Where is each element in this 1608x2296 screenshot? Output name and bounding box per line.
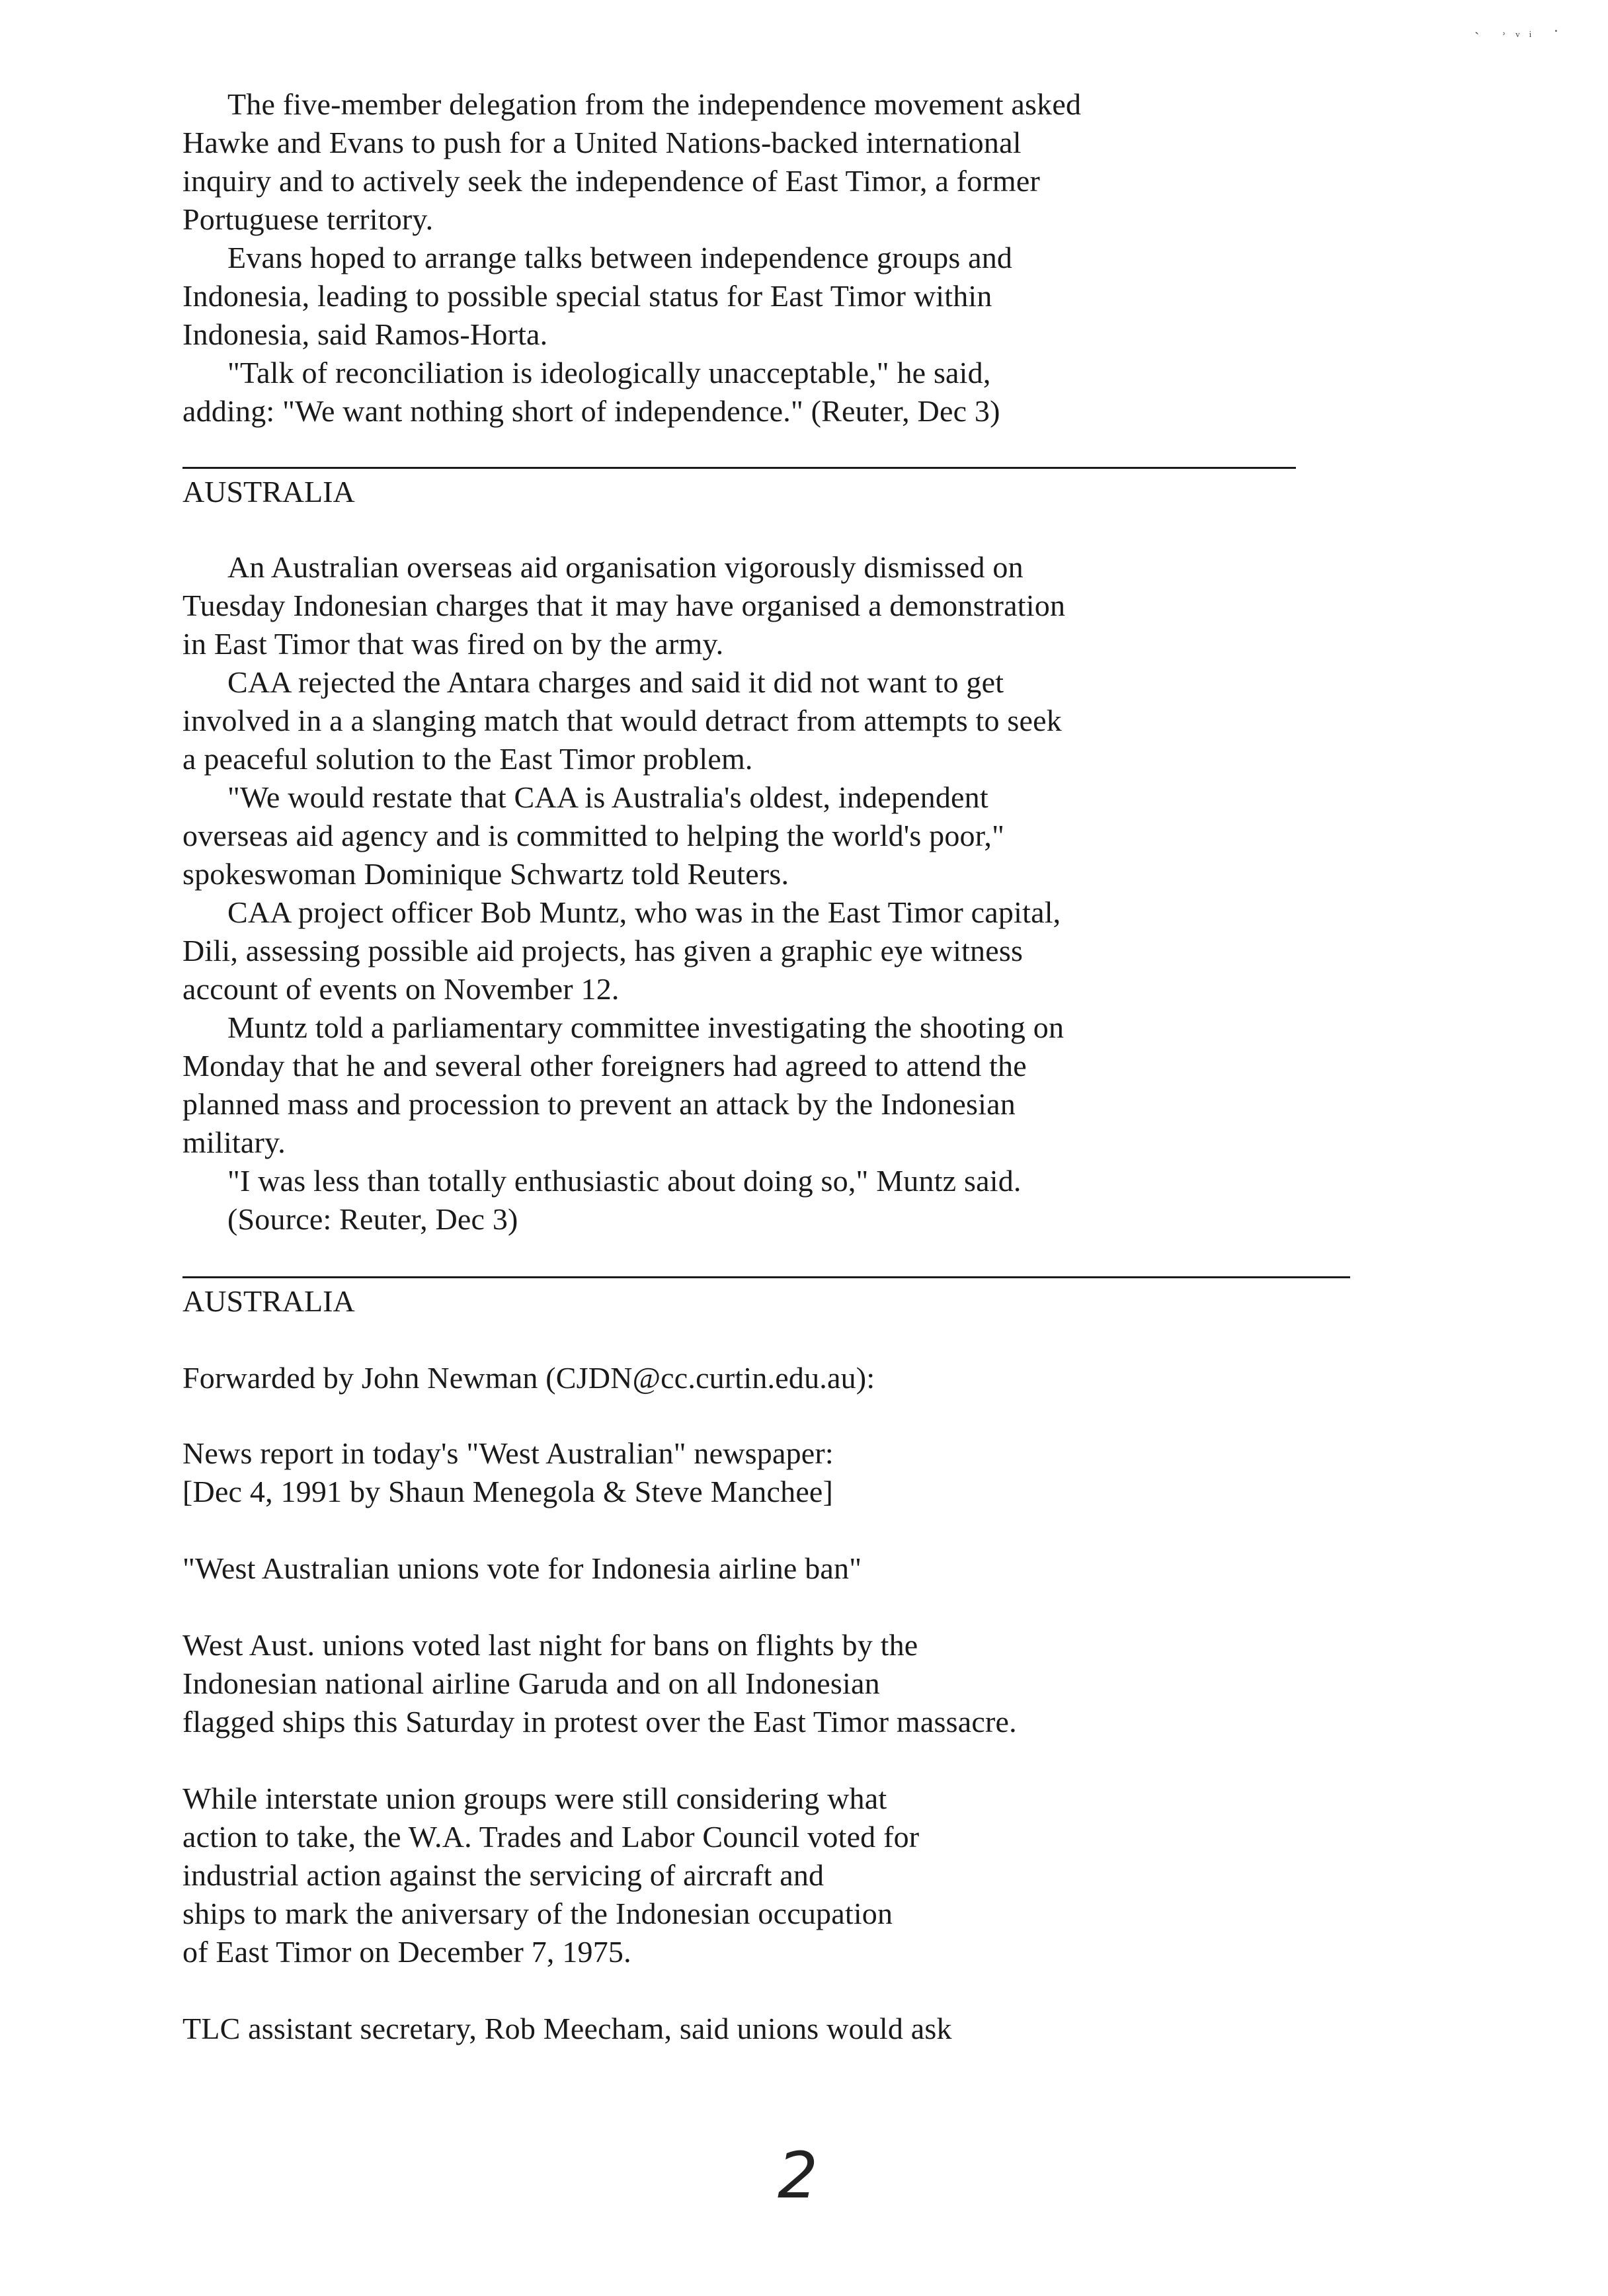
text-line: Muntz told a parliamentary committee investigating the shooting on [227, 1010, 1065, 1044]
text-line: Portuguese territory. [182, 202, 434, 236]
text-line: (Source: Reuter, Dec 3) [227, 1202, 518, 1236]
section-divider [182, 1276, 1350, 1278]
text-line: [Dec 4, 1991 by Shaun Menegola & Steve Manchee] [182, 1475, 834, 1508]
page-number: 2 [778, 2139, 819, 2213]
section-heading: AUSTRALIA [182, 1284, 355, 1318]
text-line: Dili, assessing possible aid projects, has given a graphic eye witness [182, 934, 1024, 967]
text-line: action to take, the W.A. Trades and Labor Council voted for [182, 1820, 920, 1854]
text-line: "I was less than totally enthusiastic about doing so," Muntz said. [227, 1164, 1022, 1198]
text-line: inquiry and to actively seek the independence of East Timor, a former [182, 164, 1041, 198]
text-line: The five-member delegation from the independence movement asked [227, 87, 1082, 121]
section-divider [182, 467, 1296, 469]
text-line: military. [182, 1126, 286, 1159]
text-line: Tuesday Indonesian charges that it may have organised a demonstration [182, 589, 1066, 622]
text-line: CAA rejected the Antara charges and said it did not want to get [227, 665, 1004, 699]
text-line: Indonesia, said Ramos-Horta. [182, 317, 548, 351]
text-line: An Australian overseas aid organisation vigorously dismissed on [227, 550, 1024, 584]
text-line: account of events on November 12. [182, 972, 620, 1006]
text-line: industrial action against the servicing of aircraft and [182, 1858, 824, 1892]
text-line: Monday that he and several other foreigners had agreed to attend the [182, 1049, 1027, 1083]
text-line: spokeswoman Dominique Schwartz told Reuters. [182, 857, 789, 891]
text-line: involved in a a slanging match that would detract from attempts to seek [182, 704, 1062, 737]
text-line: TLC assistant secretary, Rob Meecham, said unions would ask [182, 2012, 952, 2045]
text-line: Hawke and Evans to push for a United Nations-backed international [182, 126, 1022, 159]
text-line: adding: "We want nothing short of independence." (Reuter, Dec 3) [182, 394, 1000, 428]
text-line: overseas aid agency and is committed to helping the world's poor," [182, 819, 1005, 852]
text-line: West Aust. unions voted last night for bans on flights by the [182, 1628, 918, 1662]
text-line: "We would restate that CAA is Australia's oldest, independent [227, 780, 988, 814]
text-line: a peaceful solution to the East Timor problem. [182, 742, 753, 776]
text-line: Evans hoped to arrange talks between independence groups and [227, 241, 1013, 274]
text-line: ships to mark the aniversary of the Indonesian occupation [182, 1897, 893, 1930]
section-heading: AUSTRALIA [182, 475, 355, 509]
text-line: "Talk of reconciliation is ideologically unacceptable," he said, [227, 356, 991, 390]
scan-marks: ˴ ˒ᵥᵢ · [1474, 22, 1568, 39]
text-line: While interstate union groups were still considering what [182, 1782, 887, 1815]
forwarded-line: Forwarded by John Newman (CJDN@cc.curtin.edu.au): [182, 1361, 875, 1395]
text-line: Indonesian national airline Garuda and on all Indonesian [182, 1666, 880, 1700]
article-headline: "West Australian unions vote for Indonesia airline ban" [182, 1551, 862, 1585]
text-line: in East Timor that was fired on by the army. [182, 627, 724, 661]
text-line: News report in today's "West Australian" newspaper: [182, 1436, 834, 1470]
text-line: Indonesia, leading to possible special status for East Timor within [182, 279, 992, 313]
text-line: flagged ships this Saturday in protest over the East Timor massacre. [182, 1705, 1017, 1739]
text-line: planned mass and procession to prevent an attack by the Indonesian [182, 1087, 1016, 1121]
text-line: of East Timor on December 7, 1975. [182, 1935, 631, 1969]
text-line: CAA project officer Bob Muntz, who was in the East Timor capital, [227, 895, 1061, 929]
